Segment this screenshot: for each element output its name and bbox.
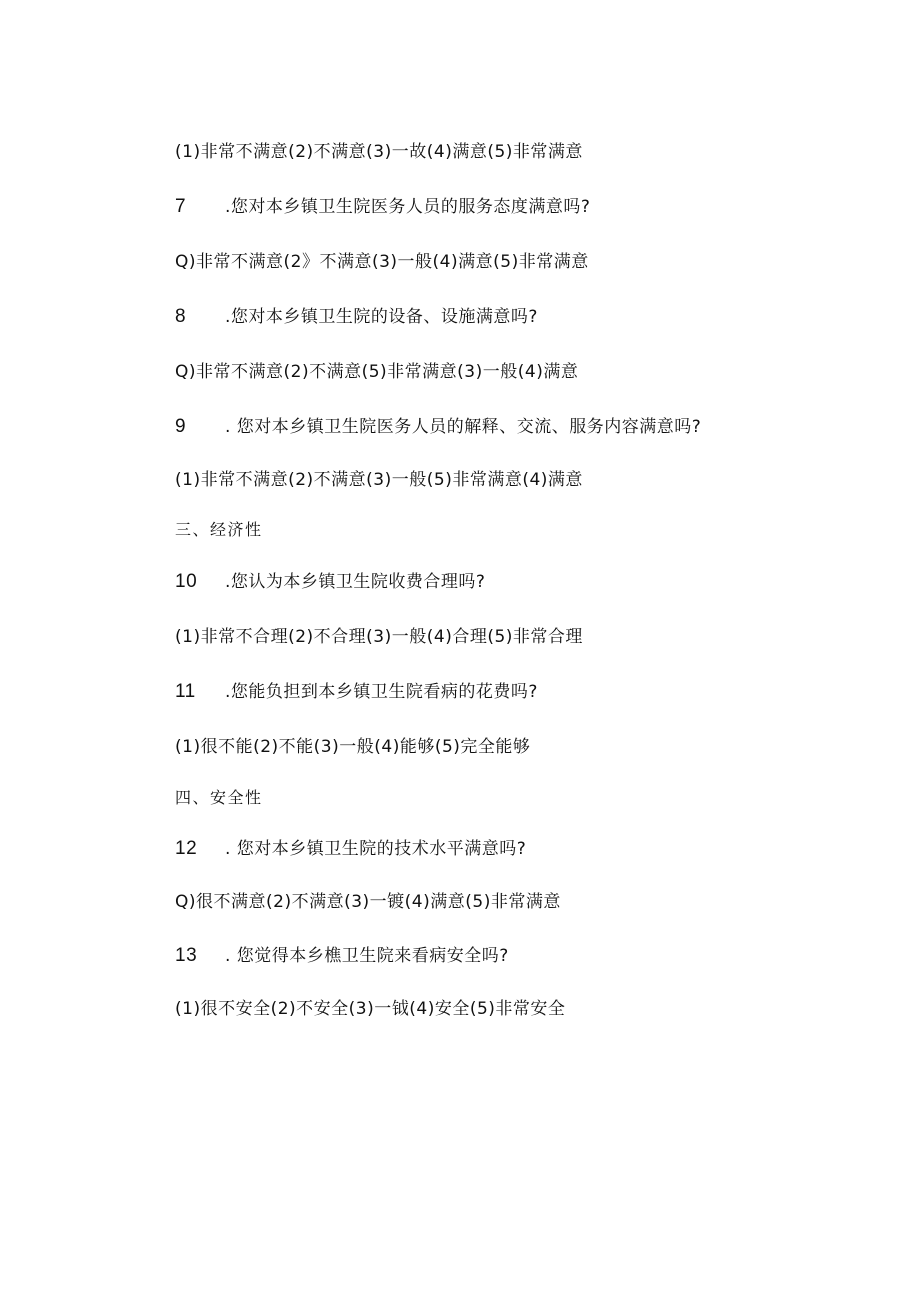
question-10 [175,570,485,594]
answer-options-q13: (1)很不安全(2)不安全(3)一钺(4)安全(5)非常安全 [175,999,566,1019]
answer-options-q10: (1)非常不合理(2)不合理(3)一般(4)合理(5)非常合理 [175,627,583,647]
question-text: . 您对本乡镇卫生院的技术水平满意吗? [225,839,527,859]
question-11 [175,680,538,704]
section-heading-economy: 三、经济性 [175,520,263,539]
question-number: 11 [175,681,196,702]
question-number: 10 [175,571,198,592]
question-text: .您对本乡镇卫生院的设备、设施满意吗? [225,307,538,327]
question-number: 7 [175,196,187,217]
answer-options-q8: Q)非常不满意(2)不满意(5)非常满意(3)一般(4)满意 [175,362,579,382]
question-9 [175,415,701,439]
question-number: 8 [175,306,187,327]
question-text: .您对本乡镇卫生院医务人员的服务态度满意吗? [225,197,591,217]
section-heading-safety: 四、安全性 [175,788,263,807]
question-13 [175,944,509,968]
question-text: . 您觉得本乡樵卫生院来看病安全吗? [225,946,509,966]
question-number: 13 [175,945,198,966]
answer-options-q7: Q)非常不满意(2》不满意(3)一般(4)满意(5)非常满意 [175,252,589,272]
answer-options-q6: (1)非常不满意(2)不满意(3)一故(4)满意(5)非常满意 [175,142,583,162]
question-text: . 您对本乡镇卫生院医务人员的解释、交流、服务内容满意吗? [225,417,702,437]
answer-options-q12: Q)很不满意(2)不满意(3)一镀(4)满意(5)非常满意 [175,892,561,912]
question-8 [175,305,538,329]
answer-options-q9: (1)非常不满意(2)不满意(3)一般(5)非常满意(4)满意 [175,470,583,490]
question-number: 12 [175,838,198,859]
question-text: .您认为本乡镇卫生院收费合理吗? [225,572,486,592]
question-number: 9 [175,416,187,437]
question-7 [175,195,590,219]
question-12 [175,837,526,861]
answer-options-q11: (1)很不能(2)不能(3)一般(4)能够(5)完全能够 [175,737,531,757]
question-text: .您能负担到本乡镇卫生院看病的花费吗? [225,682,538,702]
